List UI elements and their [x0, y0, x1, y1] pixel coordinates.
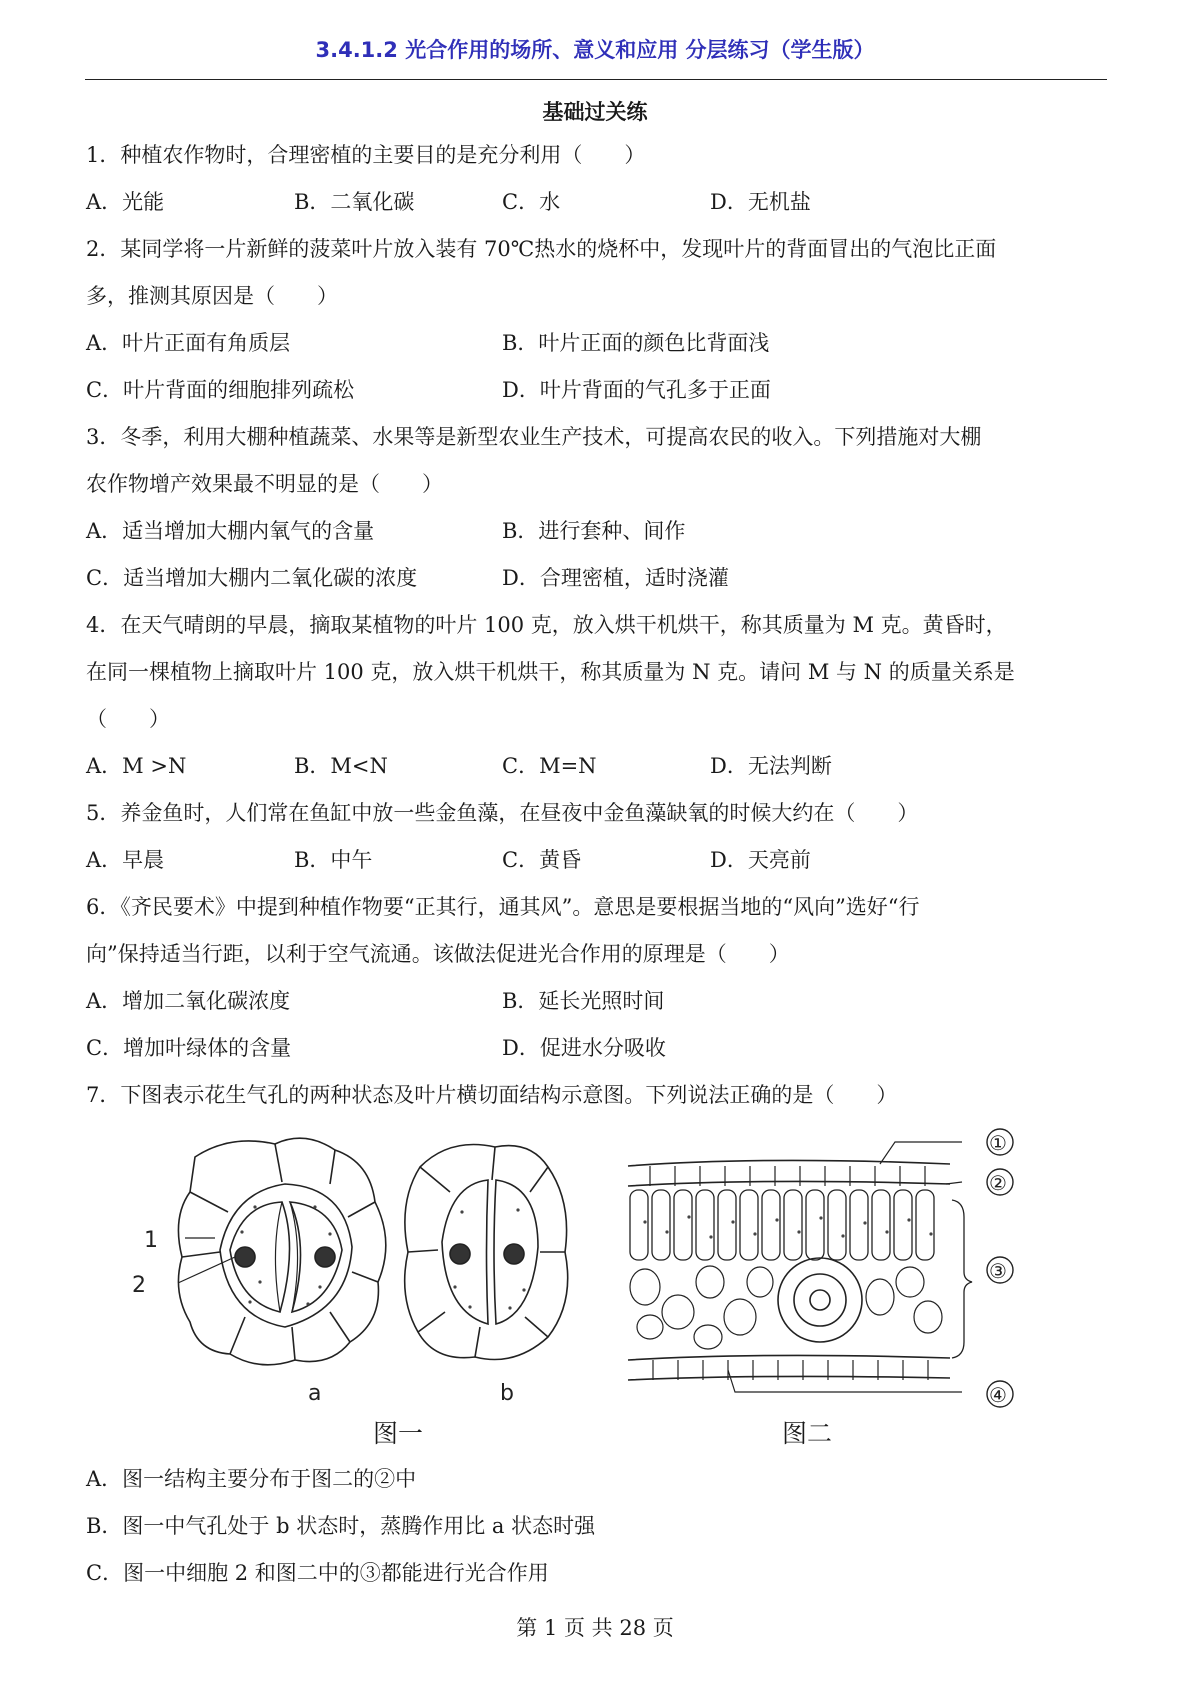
q6-option-b: B．延长光照时间	[502, 989, 665, 1013]
q1-option-d: D．无机盐	[710, 190, 811, 214]
leaf-cross-section	[628, 1142, 972, 1392]
q4-option-c: C．M=N	[502, 754, 597, 778]
q3-option-c: C．适当增加大棚内二氧化碳的浓度	[86, 566, 418, 590]
label-2: 2	[132, 1273, 146, 1298]
q6-option-c: C．增加叶绿体的含量	[86, 1036, 292, 1060]
q6-option-a: A．增加二氧化碳浓度	[86, 989, 291, 1013]
q5-stem-line-1: 5．养金鱼时，人们常在鱼缸中放一些金鱼藻，在昼夜中金鱼藻缺氧的时候大约在（ ）	[86, 801, 919, 825]
q7-option-a: A．图一结构主要分布于图二的②中	[86, 1467, 417, 1491]
q6-option-d: D．促进水分吸收	[502, 1036, 666, 1060]
q7-option-b: B．图一中气孔处于 b 状态时，蒸腾作用比 a 状态时强	[86, 1514, 596, 1538]
page-header: 3.4.1.2 光合作用的场所、意义和应用 分层练习（学生版）	[315, 38, 875, 62]
q7-option-c: C．图一中细胞 2 和图二中的③都能进行光合作用	[86, 1561, 549, 1585]
q1-option-b: B．二氧化碳	[294, 190, 415, 214]
mark-1: ①	[989, 1131, 1007, 1155]
q5-option-b: B．中午	[294, 848, 373, 872]
mark-4: ④	[989, 1383, 1007, 1407]
q4-option-d: D．无法判断	[710, 754, 832, 778]
q4-option-b: B．M<N	[294, 754, 388, 778]
q2-stem-line-1: 2．某同学将一片新鲜的菠菜叶片放入装有 70℃热水的烧杯中，发现叶片的背面冒出的气泡比正面	[86, 237, 997, 261]
q2-option-a: A．叶片正面有角质层	[86, 331, 291, 355]
q2-option-b: B．叶片正面的颜色比背面浅	[502, 331, 770, 355]
q7-figure	[120, 1122, 1040, 1460]
label-a: a	[308, 1381, 322, 1406]
q1-option-c: C．水	[502, 190, 561, 214]
mark-3: ③	[989, 1259, 1007, 1283]
label-b: b	[500, 1381, 514, 1406]
q2-option-c: C．叶片背面的细胞排列疏松	[86, 378, 355, 402]
label-1: 1	[144, 1228, 158, 1253]
caption-figure-2: 图二	[782, 1419, 833, 1448]
stoma-closed-b	[405, 1145, 568, 1360]
q4-stem-line-2: 在同一棵植物上摘取叶片 100 克，放入烘干机烘干，称其质量为 N 克。请问 M 与 N 的质量关系是	[86, 660, 1015, 684]
q2-stem-line-2: 多，推测其原因是（ ）	[86, 284, 338, 308]
header-rule	[85, 79, 1107, 80]
stomata-leaf-diagram	[120, 1122, 1040, 1460]
q3-stem-line-1: 3．冬季，利用大棚种植蔬菜、水果等是新型农业生产技术，可提高农民的收入。下列措施对大棚	[86, 425, 982, 449]
q5-option-c: C．黄昏	[502, 848, 582, 872]
caption-figure-1: 图一	[373, 1419, 424, 1448]
mark-2: ②	[989, 1171, 1007, 1195]
page-footer: 第 1 页 共 28 页	[516, 1616, 674, 1640]
q3-option-a: A．适当增加大棚内氧气的含量	[86, 519, 375, 543]
q5-option-d: D．天亮前	[710, 848, 811, 872]
q3-stem-line-2: 农作物增产效果最不明显的是（ ）	[86, 472, 443, 496]
q5-option-a: A．早晨	[86, 848, 165, 872]
stoma-open-a	[178, 1138, 386, 1365]
q7-stem-line-1: 7．下图表示花生气孔的两种状态及叶片横切面结构示意图。下列说法正确的是（ ）	[86, 1083, 898, 1107]
section-title: 基础过关练	[542, 100, 648, 124]
q6-stem-line-1: 6．《齐民要术》中提到种植作物要“正其行，通其风”。意思是要根据当地的“风向”选好“行	[86, 895, 920, 919]
q4-stem-line-1: 4．在天气晴朗的早晨，摘取某植物的叶片 100 克，放入烘干机烘干，称其质量为 M 克。黄昏时，	[86, 613, 1007, 637]
q6-stem-line-2: 向”保持适当行距，以利于空气流通。该做法促进光合作用的原理是（ ）	[86, 942, 790, 966]
q3-option-d: D．合理密植，适时浇灌	[502, 566, 729, 590]
q2-option-d: D．叶片背面的气孔多于正面	[502, 378, 771, 402]
q4-option-a: A．M >N	[86, 754, 187, 778]
q3-option-b: B．进行套种、间作	[502, 519, 686, 543]
q1-option-a: A．光能	[86, 190, 165, 214]
q1-stem-line-1: 1．种植农作物时，合理密植的主要目的是充分利用（ ）	[86, 143, 646, 167]
q4-stem-line-3: （ ）	[86, 707, 170, 731]
